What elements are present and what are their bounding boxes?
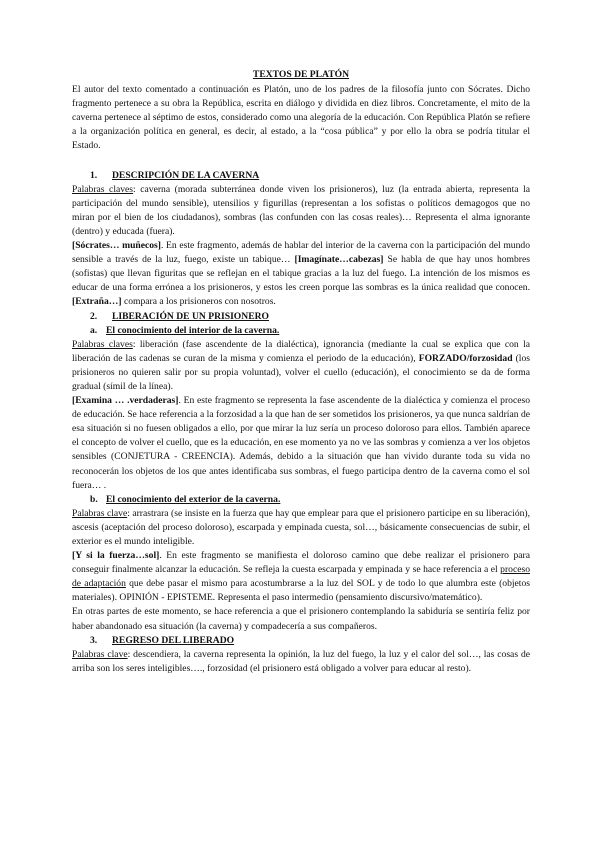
section-2-title: LIBERACIÓN DE UN PRISIONERO — [112, 310, 269, 322]
intro-paragraph: El autor del texto comentado a continuación es Platón, uno de los padres de la filosofía junto con Sócrates. Dicho fragmento pertenece a su obra la República, escrita en diálogo y dividida en diez libros. Concretamente, el mito de la caverna pertenece al séptimo de estos, considerado como una alegoría de la educación. Con República Platón se refiere a la organización política en general, es decir, al estado, a la “cosa pública” y por ello la obra se podría titular el Estado. — [72, 84, 530, 152]
keywords-text: : liberación (fase ascendente de la dialéctica), ignorancia (mediante la cual se explica que con la liberación de las cadenas se curan de la misma y comienza el periodo de la educación), — [72, 338, 530, 364]
subsection-b-letter: b. — [90, 493, 98, 505]
section-1-title: DESCRIPCIÓN DE LA CAVERNA — [112, 169, 260, 181]
keywords-text: (los prisioneros no quieren salir por su propia voluntad), volver el cuello (educación), el conocimiento se da de forma gradual (símil de la línea). — [72, 352, 530, 392]
section-2-heading — [72, 310, 530, 324]
keywords-text: : caverna (morada subterránea donde viven los prisioneros), luz (la entrada abierta, representa la participación del mundo sensible), utensilios y figurillas (representan a los sofistas o políticos demagogos que no miran por el bien de los ciudadanos), sombras (las confunden con las cosas reales)… Representa el alma ignorante (dentro) y educada (fuera). — [72, 183, 530, 237]
underlined-term: proceso de adaptación — [72, 564, 530, 590]
section-1-fragment — [72, 239, 530, 309]
subsection-a-letter: a. — [90, 324, 98, 336]
keywords-label: Palabras clave — [72, 648, 128, 660]
fragment-text: compara a los prisioneros con nosotros. — [121, 296, 276, 308]
subsection-b-fragment — [72, 549, 530, 605]
subsection-b-title: El conocimiento del exterior de la caverna. — [106, 493, 281, 505]
quote-ref: [Extraña…] — [72, 296, 122, 308]
subsection-b-keywords — [72, 507, 530, 549]
fragment-text: que debe pasar el mismo para acostumbrarse a la luz del SOL y de todo lo que alumbra este (objetos materiales). OPINIÓN - EPISTEME. Representa el paso intermedio (pensamiento discursivo/matemático). — [72, 578, 530, 604]
section-1-heading — [72, 169, 530, 183]
section-2-number: 2. — [90, 310, 98, 322]
fragment-text: . En este fragmento se representa la fase ascendente de la dialéctica y comienza el proceso de educación. Se hace referencia a la forzosidad a la que han de ser sometidos los prisioneros, ya que nunca saldrían de esa situación si no fuesen obligados a ello, por que mirar la luz sería un proceso doloroso para ellos. También aparece el concepto de volver el cuello, que es la educación, en ese momento ya no ve las sombras y comienza a ver los objetos sensibles (CONJETURA - CREENCIA). Además, debido a la situación que han vivido durante toda su vida no reconocerán los objetos de los que antes identificaba sus sombras, el fuego participa dentro de la caverna como el sol fuera… . — [72, 395, 531, 491]
keyword-bold: FORZADO/forzosidad — [418, 352, 513, 364]
section-1-number: 1. — [90, 169, 98, 181]
fragment-text: . En este fragmento, además de hablar del interior de la caverna con la participación del mundo sensible a través de la luz, fuego, existe un tabique… — [72, 240, 530, 266]
document-title: TEXTOS DE PLATÓN — [252, 69, 350, 80]
keywords-text: : arrastrara (se insiste en la fuerza que hay que emplear para que el prisionero participe en su liberación), ascesis (aceptación del proceso doloroso), escarpada y empinada cuesta, sol…, básicamente consecuencias de subir, el exterior es el mundo inteligible. — [72, 507, 531, 547]
section-3-title: REGRESO DEL LIBERADO — [112, 634, 235, 646]
keywords-label: Palabras claves — [72, 183, 134, 195]
subsection-a-keywords — [72, 338, 530, 394]
section-3-number: 3. — [90, 634, 98, 646]
section-3-keywords — [72, 648, 530, 676]
quote-ref: [Sócrates… muñecos] — [72, 240, 161, 252]
quote-ref: [Examina … .verdaderas] — [72, 395, 179, 407]
subsection-a-heading — [72, 324, 530, 338]
subsection-b-paragraph: En otras partes de este momento, se hace referencia a que el prisionero contemplando la sabiduría se sentiría feliz por haber abandonado esa situación (la caverna) y compadecería a sus compañeros. — [72, 606, 530, 632]
quote-ref: [Imagínate…cabezas] — [294, 254, 384, 266]
keywords-text: : descendiera, la caverna representa la opinión, la luz del fuego, la luz y el calor del sol…, las cosas de arriba son los seres inteligibles…., forzosidad (el prisionero está obligado a volver para educar al resto). — [72, 648, 530, 674]
subsection-a-fragment — [72, 394, 530, 493]
fragment-text: Se habla de que hay unos hombres (sofistas) que llevan figuritas que se reflejan en el tabique gracias a la luz del fuego. La intención de los mismos es educar de una forma errónea a los prisioneros, y estos les creen porque las sombras es la única realidad que conocen. — [72, 254, 530, 294]
keywords-label: Palabras claves — [72, 338, 133, 350]
quote-ref: [Y si la fuerza…sol] — [72, 550, 160, 562]
spacer — [72, 154, 530, 169]
section-3-heading — [72, 634, 530, 648]
document-page — [72, 68, 530, 676]
fragment-text: . En este fragmento se manifiesta el doloroso camino que debe realizar el prisionero para conseguir finalmente alcanzar la educación. Se refleja la cuesta escarpada y empinada y se hace referencia a el — [72, 550, 530, 576]
subsection-b-heading — [72, 493, 530, 507]
subsection-a-title: El conocimiento del interior de la caverna. — [106, 324, 280, 336]
keywords-label: Palabras clave — [72, 507, 128, 519]
section-1-keywords — [72, 183, 530, 239]
